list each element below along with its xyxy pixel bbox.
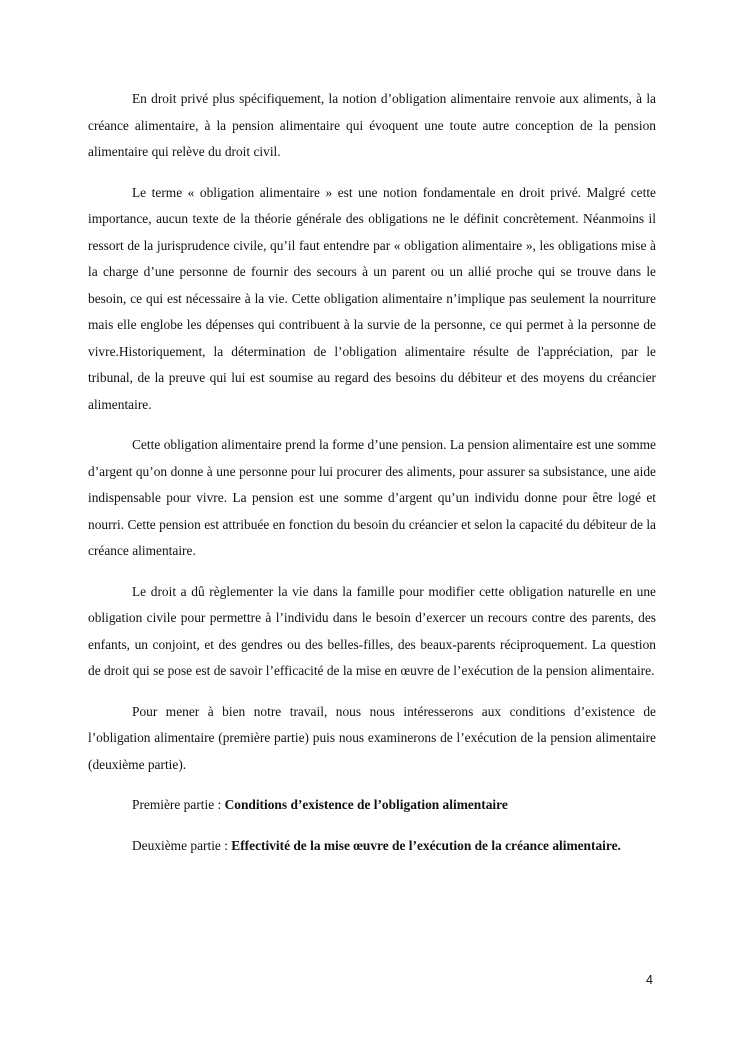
page-number: 4 (646, 973, 653, 987)
part-one-heading (88, 792, 656, 819)
paragraph-family-law: Le droit a dû règlementer la vie dans la famille pour modifier cette obligation naturelle en une obligation civile pour permettre à l’individu dans le besoin d’exercer un recours contre des parents, des enfants, un conjoint, et des gendres ou des belles-filles, des beaux-parents réciproquement. La question de droit qui se pose est de savoir l’efficacité de la mise en œuvre de l’exécution de la pension alimentaire. (88, 583, 656, 678)
page-body (88, 86, 656, 873)
part-two-heading (88, 833, 656, 860)
part-one-label: Première partie : (132, 797, 225, 812)
paragraph-plan: Pour mener à bien notre travail, nous nous intéresserons aux conditions d’existence de l’obligation alimentaire (première partie) puis nous examinerons de l’exécution de la pension alimentaire (deuxième partie). (88, 703, 656, 772)
part-one-title: Conditions d’existence de l’obligation alimentaire (224, 797, 508, 812)
paragraph-definition: Le terme « obligation alimentaire » est une notion fondamentale en droit privé. Malgré cette importance, aucun texte de la théorie générale des obligations ne le définit concrètement. Néanmoins il ressort de la jurisprudence civile, qu’il faut entendre par « obligation alimentaire », les obligations mise à la charge d’une personne de fournir des secours à un parent ou un allié proche qui se trouve dans le besoin, ce qui est nécessaire à la vie. Cette obligation alimentaire n’implique pas seulement la nourriture mais elle englobe les dépenses qui contribuent à la survie de la personne, ce qui permet à la personne de vivre.Historiquement, la détermination de l’obligation alimentaire résulte de l'appréciation, par le tribunal, de la preuve qui lui est soumise au regard des besoins du débiteur et des moyens du créancier alimentaire. (88, 184, 656, 412)
part-two-label: Deuxième partie : (132, 837, 232, 853)
paragraph-pension: Cette obligation alimentaire prend la forme d’une pension. La pension alimentaire est une somme d’argent qu’on donne à une personne pour lui procurer des aliments, pour assurer sa subsistance, une aide indispensable pour vivre. La pension est une somme d’argent qu’un individu donne pour être logé et nourri. Cette pension est attribuée en fonction du besoin du créancier et selon la capacité du débiteur de la créance alimentaire. (88, 437, 656, 558)
paragraph-private-law: En droit privé plus spécifiquement, la notion d’obligation alimentaire renvoie aux aliments, à la créance alimentaire, à la pension alimentaire qui évoquent une toute autre conception de la pension alimentaire qui relève du droit civil. (88, 91, 656, 159)
part-two-title: Effectivité de la mise œuvre de l’exécution de la créance alimentaire. (231, 837, 621, 853)
